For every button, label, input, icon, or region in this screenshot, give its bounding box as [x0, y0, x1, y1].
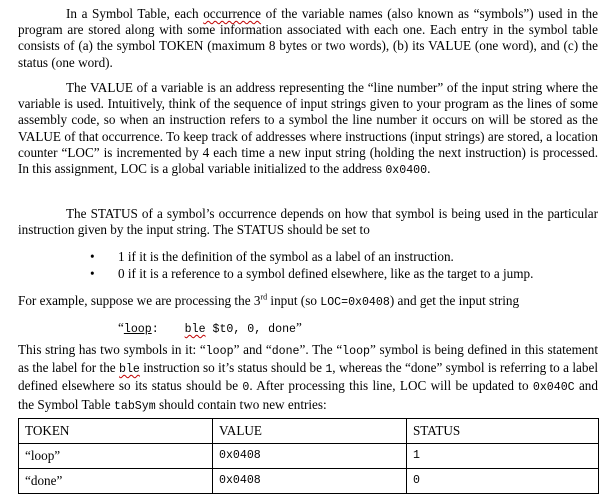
- text-run: For example, suppose we are processing the 3: [18, 293, 261, 308]
- instruction-code: ble: [119, 363, 140, 377]
- cell-value: 0x0408: [212, 444, 406, 469]
- updated-loc-code: 0x040C: [532, 381, 575, 395]
- label-loop: loop: [123, 323, 152, 336]
- text-run: . After processing this line, LOC will be updated to: [249, 378, 533, 394]
- text-run: should contain two new entries:: [155, 396, 327, 412]
- text-run: The VALUE of a variable is an address representing the “line number” of the input string where the variable is used. Intuitively, think of the sequence of input strings given to your program as the lines of some assembly code, so when an instruction refers to a symbol the line number it occurs on will be stored as the VALUE of that occurrence. To keep track of addresses where instructions (input strings) are stored, a location counter “LOC” is incremented by 4 each time a new input string (holding the next instruction) is processed. In this assignment, LOC is a global variable initialized to the address: [18, 80, 598, 177]
- text-run: .: [427, 161, 431, 177]
- example-sentence: [18, 293, 598, 311]
- bullet-item-reference: [90, 266, 533, 283]
- status-code: 0: [242, 381, 250, 395]
- text-run: , whereas the “done” symbol is referring to a label defined elsewhere so its status should be: [18, 360, 598, 394]
- status-code: 1: [325, 363, 333, 377]
- input-string-example: [118, 320, 518, 338]
- cell-token: “done”: [19, 469, 213, 494]
- cell-value: 0x0408: [212, 469, 406, 494]
- column-header-status: STATUS: [406, 419, 598, 444]
- label-colon: :: [151, 323, 159, 336]
- paragraph-value-description: [18, 80, 598, 179]
- bullet-icon: •: [90, 249, 95, 264]
- spell-flagged-word: occurrence: [203, 6, 262, 21]
- cell-status: 0: [406, 469, 598, 494]
- table-row: [19, 444, 599, 469]
- bullet-text: 1 if it is the definition of the symbol as a label of an instruction.: [118, 249, 454, 264]
- text-run: The STATUS of a symbol’s occurrence depends on how that symbol is being used in the particular instruction given by the input string. The STATUS should be set to: [18, 206, 598, 238]
- paragraph-symbol-table-intro: [18, 6, 598, 71]
- cell-status: 1: [406, 444, 598, 469]
- table-row: [19, 469, 599, 494]
- quote-mark: ”: [296, 320, 302, 335]
- text-run: This string has two symbols in it: “: [18, 342, 206, 357]
- text-run: ” symbol is being defined in this statement as the label for the: [18, 342, 598, 376]
- text-run: In a Symbol Table, each: [66, 6, 204, 21]
- symbol-code: loop: [342, 345, 371, 358]
- paragraph-example-explanation: [18, 342, 598, 415]
- symbol-code: loop: [205, 345, 234, 358]
- text-run: of the variable names (also known as “symbols”) used in the program are stored along with some information associated with each one. Each entry in the symbol table consists of (a) the symbol TOKEN (maximum 8 bytes or two words), (b) its VALUE (one word), and (c) the status (one word).: [18, 6, 598, 70]
- initial-loc-address: 0x0400: [385, 164, 428, 178]
- status-bullet-list: [90, 249, 533, 282]
- bullet-text: 0 if it is a reference to a symbol defined elsewhere, like as the target to a jump.: [118, 265, 534, 281]
- bullet-item-definition: [90, 249, 533, 266]
- paragraph-status-description: [18, 206, 598, 238]
- text-run: ) and get the input string: [389, 293, 520, 308]
- text-run: instruction so it’s status should be: [139, 360, 326, 376]
- loc-value-code: LOC=0x0408: [320, 296, 390, 309]
- cell-token: “loop”: [19, 444, 213, 469]
- quote-mark: “: [118, 320, 124, 335]
- table-name-code: tabSym: [113, 399, 156, 413]
- instruction-ble: ble: [184, 323, 206, 336]
- column-header-token: TOKEN: [19, 419, 213, 444]
- symbol-code: done: [271, 345, 300, 358]
- symbol-table: [18, 418, 599, 494]
- instruction-args: $t0, 0, done: [205, 323, 296, 336]
- text-run: ”. The “: [299, 342, 343, 357]
- text-run: and the Symbol Table: [18, 378, 598, 412]
- text-run: ” and “: [233, 342, 272, 357]
- text-run: input (so: [267, 293, 321, 308]
- table-header-row: [19, 419, 599, 444]
- ordinal-suffix: rd: [260, 292, 268, 302]
- bullet-icon: •: [90, 265, 95, 281]
- column-header-value: VALUE: [212, 419, 406, 444]
